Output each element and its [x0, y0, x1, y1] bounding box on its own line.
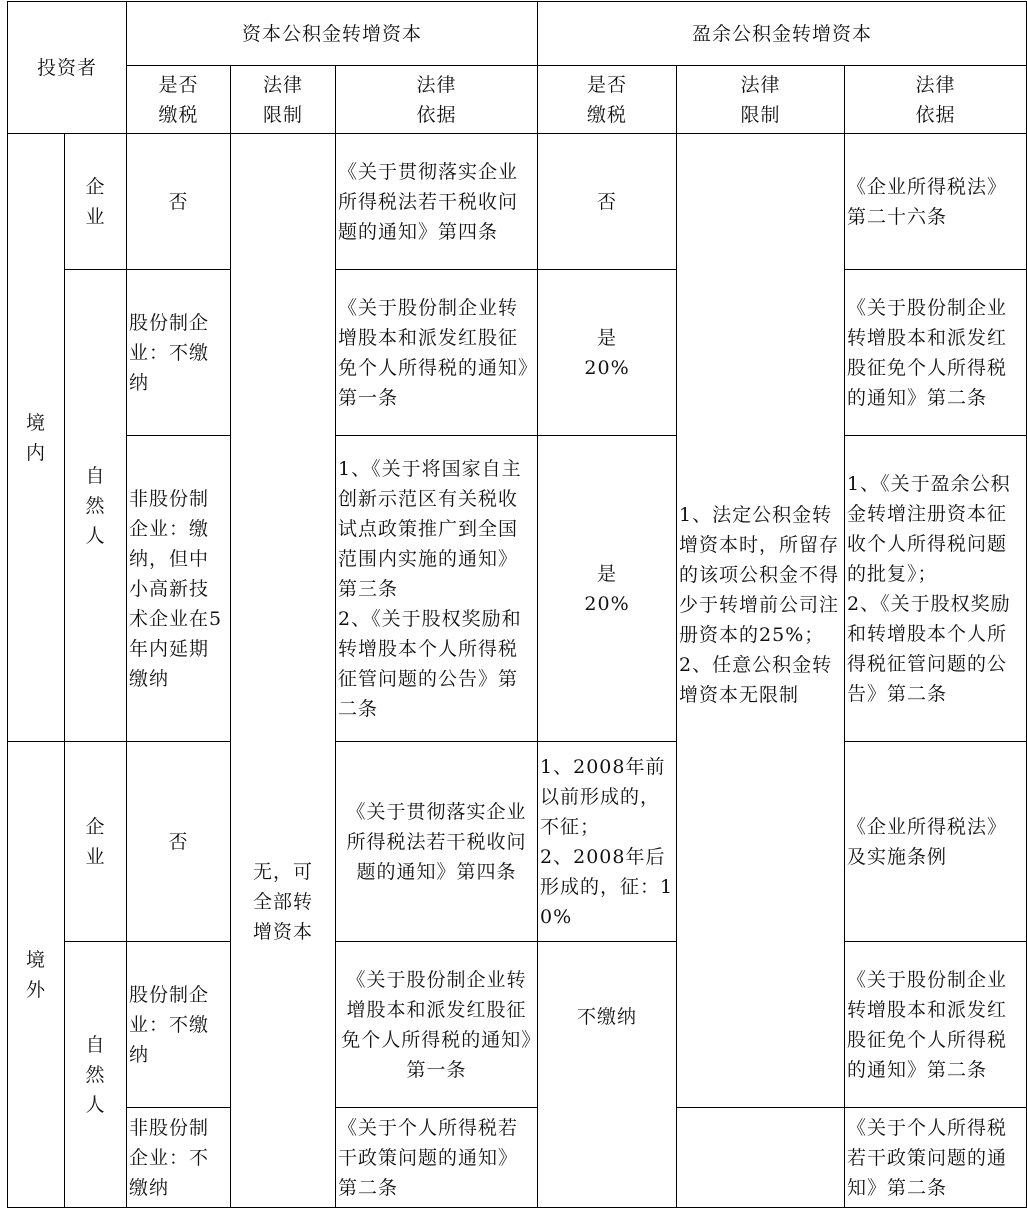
for-np-share-cap-basis: 《关于股份制企业转增股本和派发红股征免个人所得税的通知》第一条 — [336, 942, 538, 1108]
dom-ent-cap-tax: 否 — [127, 134, 231, 270]
table-row-domestic-np-nonshare — [8, 436, 1027, 742]
sur-tax-subheader: 是否 缴税 — [538, 66, 677, 134]
dom-np-share-cap-basis: 《关于股份制企业转增股本和派发红股征免个人所得税的通知》第一条 — [336, 270, 538, 436]
header-row-2 — [8, 66, 1027, 134]
for-np-sur-tax: 不缴纳 — [538, 942, 677, 1208]
capital-reserve-header: 资本公积金转增资本 — [127, 2, 538, 66]
surplus-reserve-header: 盈余公积金转增资本 — [538, 2, 1027, 66]
investor-header: 投资者 — [8, 2, 127, 134]
cap-limit-subheader: 法律 限制 — [231, 66, 336, 134]
dom-np-nonshare-cap-tax: 非股份制企业：缴纳，但中小高新技术企业在5年内延期缴纳 — [127, 436, 231, 742]
dom-np-share-sur-tax: 是 20% — [538, 270, 677, 436]
sur-basis-subheader: 法律 依据 — [845, 66, 1027, 134]
foreign-natural-person-label: 自 然 人 — [65, 942, 127, 1208]
dom-np-nonshare-cap-basis: 1、《关于将国家自主创新示范区有关税收试点政策推广到全国范围内实施的通知》第三条 2、《关于股权奖励和转增股本个人所得税征管问题的公告》第二条 — [336, 436, 538, 742]
dom-np-share-sur-basis: 《关于股份制企业转增股本和派发红股征免个人所得税的通知》第二条 — [845, 270, 1027, 436]
dom-np-nonshare-sur-basis: 1、《关于盈余公积金转增注册资本征收个人所得税问题的批复》； 2、《关于股权奖励和转增股本个人所得税征管问题的公告》第二条 — [845, 436, 1027, 742]
dom-ent-sur-basis: 《企业所得税法》第二十六条 — [845, 134, 1027, 270]
table-row-foreign-np-nonshare — [8, 1108, 1027, 1208]
for-ent-cap-basis: 《关于贯彻落实企业所得税法若干税收问题的通知》第四条 — [336, 742, 538, 942]
dom-np-share-cap-tax: 股份制企业：不缴纳 — [127, 270, 231, 436]
domestic-group-label: 境 内 — [8, 134, 65, 742]
cap-basis-subheader: 法律 依据 — [336, 66, 538, 134]
tax-comparison-table-wrapper — [7, 1, 1027, 1208]
for-ent-sur-basis: 《企业所得税法》及实施条例 — [845, 742, 1027, 942]
dom-ent-cap-basis: 《关于贯彻落实企业所得税法若干税收问题的通知》第四条 — [336, 134, 538, 270]
for-ent-cap-tax: 否 — [127, 742, 231, 942]
dom-ent-sur-tax: 否 — [538, 134, 677, 270]
cap-tax-subheader: 是否 缴税 — [127, 66, 231, 134]
sur-limit-subheader: 法律 限制 — [677, 66, 845, 134]
for-np-nonshare-cap-tax: 非股份制企业：不缴纳 — [127, 1108, 231, 1208]
foreign-group-label: 境 外 — [8, 742, 65, 1208]
table-row-domestic-np-share — [8, 270, 1027, 436]
for-np-nonshare-sur-basis: 《关于个人所得税若干政策问题的通知》第二条 — [845, 1108, 1027, 1208]
for-np-nonshare-cap-basis: 《关于个人所得税若干政策问题的通知》第二条 — [336, 1108, 538, 1208]
table-row-domestic-enterprise — [8, 134, 1027, 270]
foreign-enterprise-label: 企 业 — [65, 742, 127, 942]
table-row-foreign-enterprise — [8, 742, 1027, 942]
domestic-natural-person-label: 自 然 人 — [65, 270, 127, 742]
domestic-enterprise-label: 企 业 — [65, 134, 127, 270]
for-np-nonshare-surplus-limit-tail — [677, 1108, 845, 1208]
surplus-limit-cell: 1、法定公积金转增资本时，所留存的该项公积金不得少于转增前公司注册资本的25%； 2、任意公积金转增资本无限制 — [677, 134, 845, 1108]
for-np-share-sur-basis: 《关于股份制企业转增股本和派发红股征免个人所得税的通知》第二条 — [845, 942, 1027, 1108]
header-row-1 — [8, 2, 1027, 66]
dom-np-nonshare-sur-tax: 是 20% — [538, 436, 677, 742]
tax-comparison-table — [7, 1, 1027, 1208]
for-np-share-cap-tax: 股份制企业：不缴纳 — [127, 942, 231, 1108]
capital-limit-cell: 无，可 全部转 增资本 — [231, 134, 336, 1208]
table-row-foreign-np-share — [8, 942, 1027, 1108]
for-ent-sur-tax: 1、2008年前以前形成的，不征； 2、2008年后形成的，征：10% — [538, 742, 677, 942]
